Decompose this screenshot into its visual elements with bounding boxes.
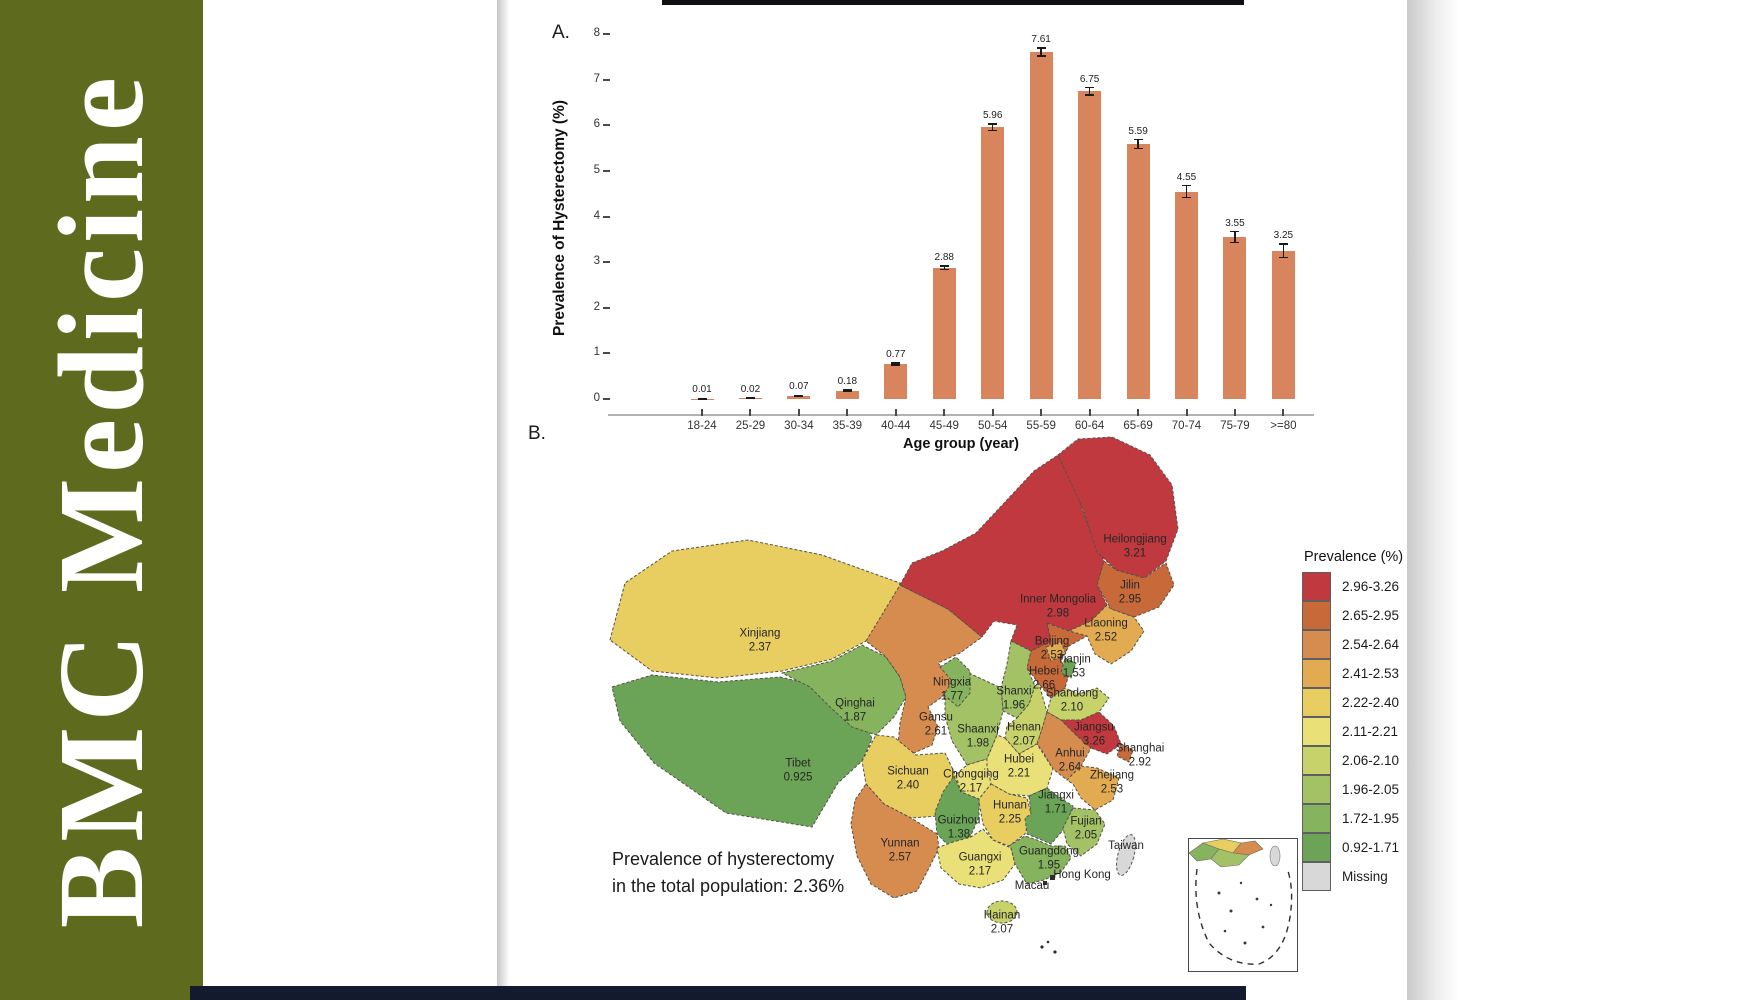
- province-name-label: Fujian: [1070, 815, 1102, 828]
- x-tick-label: 35-39: [832, 420, 863, 432]
- bar-value-label: 0.18: [837, 375, 858, 387]
- x-tick-label: 50-54: [977, 420, 1008, 432]
- y-tick-label: 3: [593, 255, 600, 268]
- bar: [933, 268, 956, 399]
- y-tick-label: 2: [593, 300, 600, 313]
- legend-swatch: [1302, 746, 1331, 775]
- province-label: [1090, 769, 1134, 796]
- province-label: [1053, 869, 1111, 883]
- small-island-dot: [1053, 950, 1056, 953]
- x-tick-label: 45-49: [929, 420, 959, 432]
- error-bar-cap: [1037, 55, 1046, 57]
- province-label: [887, 765, 929, 792]
- bar-value-label: 5.96: [982, 110, 1003, 122]
- x-tick-mark: [798, 409, 800, 416]
- x-tick-label: 30-34: [784, 420, 814, 432]
- legend-row: [1302, 572, 1403, 601]
- province-name-label: Inner Mongolia: [1019, 593, 1097, 606]
- bar-value-label: 5.59: [1128, 125, 1148, 137]
- province-value-label: 1.38: [947, 828, 971, 840]
- legend-rows: [1302, 572, 1403, 891]
- province-value-label: 2.98: [1046, 607, 1070, 619]
- error-bar-cap: [1037, 47, 1046, 49]
- province-label: [1116, 742, 1165, 769]
- province-value-label: 2.92: [1128, 756, 1152, 768]
- y-tick-label: 7: [593, 72, 600, 85]
- y-tick-label: 1: [593, 346, 600, 359]
- x-tick-label: 70-74: [1171, 420, 1202, 432]
- page-left-edge-shadow: [497, 0, 512, 1000]
- legend-row: [1302, 862, 1403, 891]
- province-value-label: 2.17: [968, 865, 992, 877]
- province-label: [993, 799, 1027, 826]
- total-prevalence-note: [612, 846, 844, 900]
- province-name-label: Macau: [1014, 880, 1050, 893]
- province-name-label: Taiwan: [1108, 840, 1144, 853]
- province-value-label: 0.925: [783, 771, 813, 783]
- bar: [1078, 91, 1101, 399]
- province-value-label: 2.07: [990, 923, 1014, 935]
- x-tick-mark: [1137, 409, 1139, 416]
- province-value-label: 3.26: [1082, 735, 1106, 747]
- x-tick-label: 60-64: [1074, 420, 1105, 432]
- legend-label: 1.96-2.05: [1342, 782, 1400, 797]
- figure-bottom-rule: [190, 986, 1246, 1000]
- legend-row: [1302, 630, 1403, 659]
- province-label: [919, 711, 953, 738]
- province-label: [740, 627, 781, 654]
- bar-value-label: 7.61: [1031, 33, 1051, 45]
- bar: [1030, 52, 1053, 399]
- legend-row: [1302, 717, 1403, 746]
- error-bar-cap: [891, 364, 900, 366]
- x-tick-mark: [749, 409, 751, 416]
- province-name-label: Shandong: [1045, 687, 1099, 700]
- legend-label: 2.11-2.21: [1342, 724, 1399, 739]
- province-value-label: 2.25: [998, 813, 1022, 825]
- inset-islands: [1218, 882, 1273, 945]
- x-tick-mark: [1234, 409, 1236, 416]
- y-tick-label: 8: [593, 27, 600, 40]
- x-tick-label: 55-59: [1026, 420, 1056, 432]
- legend-swatch: [1302, 630, 1331, 659]
- x-tick-label: 18-24: [687, 420, 717, 432]
- bar-value-label: 4.55: [1176, 171, 1197, 183]
- province-value-label: 2.53: [1100, 783, 1124, 795]
- province-name-label: Qinghai: [835, 697, 875, 710]
- province-value-label: 2.07: [1012, 735, 1036, 747]
- legend-row: [1302, 688, 1403, 717]
- legend-swatch: [1302, 833, 1331, 862]
- province-name-label: Chongqing: [943, 768, 999, 781]
- province-name-label: Ningxia: [932, 676, 972, 689]
- legend-row: [1302, 659, 1403, 688]
- error-bar-cap: [698, 398, 707, 400]
- legend-swatch: [1302, 688, 1331, 717]
- province-label: [1004, 753, 1034, 780]
- x-tick-label: >=80: [1270, 420, 1297, 432]
- legend-label: 2.22-2.40: [1342, 695, 1400, 710]
- x-axis-line: [608, 414, 1314, 416]
- province-name-label: Henan: [1007, 721, 1041, 734]
- legend-row: [1302, 746, 1403, 775]
- province-label: [1007, 721, 1041, 748]
- province-label: [959, 851, 1002, 878]
- province-label: [1103, 533, 1166, 560]
- error-bar-cap: [1134, 139, 1143, 141]
- bar: [1272, 251, 1295, 399]
- legend-swatch: [1302, 804, 1331, 833]
- journal-title: BMC Medicine: [33, 71, 169, 929]
- province-name-label: Anhui: [1055, 747, 1085, 760]
- y-tick-label: 6: [593, 118, 600, 131]
- province-value-label: 2.40: [896, 779, 920, 791]
- bar-value-label: 0.77: [886, 348, 906, 360]
- province-name-label: Shanghai: [1115, 742, 1165, 755]
- inset-nine-dash-line: [1196, 869, 1292, 964]
- province-value-label: 2.64: [1058, 761, 1082, 773]
- legend-label: 2.06-2.10: [1342, 753, 1400, 768]
- province-label: [957, 723, 999, 750]
- inset-svg: [1189, 839, 1297, 971]
- province-label: [835, 697, 875, 724]
- bar-value-label: 3.25: [1273, 229, 1294, 241]
- y-tick-label: 0: [593, 392, 600, 404]
- province-label: [938, 814, 981, 841]
- legend-label: 2.54-2.64: [1342, 637, 1400, 652]
- province-label: [943, 768, 999, 795]
- province-label: [996, 685, 1031, 712]
- x-tick-label: 40-44: [881, 420, 911, 432]
- province-name-label: Hong Kong: [1053, 869, 1111, 882]
- legend-swatch: [1302, 659, 1331, 688]
- province-name-label: Sichuan: [887, 765, 929, 778]
- legend-title: Prevalence (%): [1304, 549, 1404, 565]
- bar-value-label: 3.55: [1225, 217, 1245, 229]
- province-name-label: Jilin: [1120, 579, 1140, 592]
- note-line-2: in the total population: 2.36%: [612, 876, 845, 896]
- province-value-label: 1.87: [843, 711, 867, 723]
- legend-row: [1302, 775, 1403, 804]
- note-line-1: Prevalence of hysterectomy: [612, 849, 835, 869]
- province-name-label: Tibet: [785, 757, 811, 770]
- bar: [1127, 144, 1150, 399]
- bar-value-label: 6.75: [1079, 73, 1100, 85]
- bar-value-label: 0.07: [789, 381, 809, 393]
- x-tick-mark: [701, 409, 703, 416]
- legend-swatch: [1302, 717, 1331, 746]
- province-value-label: 2.57: [888, 851, 912, 863]
- small-island-dot: [1040, 945, 1043, 948]
- x-tick-mark: [1040, 409, 1042, 416]
- error-bar-cap: [1134, 148, 1143, 150]
- province-value-label: 2.52: [1094, 631, 1118, 643]
- journal-banner: [0, 0, 203, 1000]
- province-label: [1055, 747, 1084, 774]
- province-label: [1074, 721, 1114, 748]
- bar-value-label: 0.02: [740, 383, 761, 395]
- error-bar-cap: [746, 398, 755, 400]
- error-bar-cap: [940, 269, 949, 271]
- panel-a-label: A.: [552, 22, 570, 43]
- legend-row: [1302, 804, 1403, 833]
- province-value-label: 1.96: [1002, 699, 1026, 711]
- map-legend: [1302, 549, 1403, 891]
- province-value-label: 2.95: [1118, 593, 1142, 605]
- small-island-dot: [1047, 941, 1050, 944]
- province-name-label: Beijing: [1034, 635, 1070, 648]
- province-value-label: 1.53: [1062, 667, 1086, 679]
- province-label: [1108, 840, 1144, 854]
- province-name-label: Hainan: [983, 909, 1021, 922]
- province-name-label: Gansu: [919, 711, 953, 724]
- province-name-label: Guangxi: [958, 851, 1002, 864]
- x-axis-title: Age group (year): [902, 436, 1019, 452]
- province-label: [784, 757, 813, 784]
- province-name-label: Tianjin: [1057, 653, 1091, 666]
- x-tick-label: 75-79: [1220, 420, 1250, 432]
- province-name-label: Hebei: [1028, 665, 1060, 678]
- province-value-label: 1.98: [966, 737, 990, 749]
- x-tick-mark: [846, 409, 848, 416]
- error-bar-cap: [1182, 197, 1191, 199]
- x-tick-mark: [1282, 409, 1284, 416]
- bar: [1175, 192, 1198, 399]
- legend-swatch: [1302, 601, 1331, 630]
- province-name-label: Yunnan: [880, 837, 920, 850]
- page-right-edge-shadow: [1407, 0, 1459, 1000]
- province-value-label: 3.21: [1123, 547, 1147, 559]
- figure-top-rule: [662, 0, 1244, 5]
- province-name-label: Xinjiang: [739, 627, 781, 640]
- error-bar-cap: [1085, 94, 1094, 96]
- province-value-label: 2.53: [1040, 649, 1064, 661]
- x-tick-mark: [895, 409, 897, 416]
- legend-label: 0.92-1.71: [1342, 840, 1400, 855]
- province-name-label: Guangdong: [1018, 845, 1080, 858]
- legend-label: 2.96-3.26: [1342, 579, 1400, 594]
- legend-label: Missing: [1342, 869, 1388, 884]
- legend-label: 1.72-1.95: [1342, 811, 1400, 826]
- error-bar-cap: [1182, 185, 1191, 187]
- bar-value-label: 0.01: [692, 384, 712, 396]
- error-bar-cap: [988, 123, 997, 125]
- province-value-label: 2.61: [924, 725, 948, 737]
- province-value-label: 2.10: [1060, 701, 1084, 713]
- legend-swatch: [1302, 572, 1331, 601]
- legend-row: [1302, 833, 1403, 862]
- x-tick-mark: [1186, 409, 1188, 416]
- province-name-label: Zhejiang: [1089, 769, 1135, 782]
- bar-plot-area: [608, 20, 1314, 399]
- legend-swatch: [1302, 862, 1331, 891]
- province-label: [1015, 880, 1050, 894]
- bar: [1223, 237, 1246, 399]
- panel-b-label: B.: [528, 423, 546, 444]
- legend-label: 2.41-2.53: [1342, 666, 1400, 681]
- province-value-label: 2.21: [1007, 767, 1031, 779]
- province-label: [1084, 617, 1127, 644]
- province-name-label: Jiangxi: [1038, 789, 1074, 802]
- inset-taiwan: [1270, 846, 1280, 866]
- province-name-label: Hunan: [993, 799, 1027, 812]
- error-bar-cap: [988, 130, 997, 132]
- y-axis-title: Prevalence of Hysterectomy (%): [551, 99, 568, 337]
- legend-label: 2.65-2.95: [1342, 608, 1400, 623]
- y-tick-label: 5: [593, 164, 600, 176]
- error-bar-cap: [1279, 257, 1288, 259]
- province-value-label: 2.66: [1032, 679, 1056, 691]
- province-label: [1119, 579, 1141, 606]
- error-bar: [1186, 186, 1188, 198]
- legend-swatch: [1302, 775, 1331, 804]
- province-name-label: Shanxi: [996, 685, 1032, 698]
- province-name-label: Guizhou: [937, 814, 981, 827]
- y-tick-label: 4: [593, 209, 600, 222]
- error-bar-cap: [940, 265, 949, 267]
- province-name-label: Liaoning: [1084, 617, 1128, 630]
- province-label: [933, 676, 971, 703]
- bar-value-label: 2.88: [934, 251, 954, 263]
- province-name-label: Hubei: [1003, 753, 1035, 766]
- province-value-label: 2.17: [959, 782, 983, 794]
- error-bar-cap: [1279, 243, 1288, 245]
- province-value-label: 2.37: [748, 641, 772, 653]
- province-value-label: 1.71: [1044, 803, 1068, 815]
- x-tick-label: 25-29: [735, 420, 766, 432]
- error-bar: [1283, 244, 1285, 258]
- error-bar-cap: [1085, 87, 1094, 89]
- x-tick-mark: [943, 409, 945, 416]
- province-value-label: 1.95: [1037, 859, 1061, 871]
- province-label: [1057, 653, 1090, 680]
- bar: [884, 364, 907, 399]
- error-bar-cap: [1230, 242, 1239, 244]
- province-label: [1046, 687, 1098, 714]
- province-label: [984, 909, 1020, 936]
- province-label: [1038, 789, 1074, 816]
- bar: [981, 127, 1004, 399]
- province-value-label: 1.77: [940, 690, 964, 702]
- error-bar-cap: [794, 396, 803, 398]
- south-china-sea-inset: [1188, 838, 1298, 972]
- x-tick-mark: [1089, 409, 1091, 416]
- x-tick-mark: [992, 409, 994, 416]
- province-label: [880, 837, 919, 864]
- error-bar-cap: [843, 391, 852, 393]
- legend-row: [1302, 601, 1403, 630]
- province-label: [1070, 815, 1101, 842]
- province-name-label: Jiangsu: [1074, 721, 1114, 734]
- x-tick-label: 65-69: [1123, 420, 1153, 432]
- province-name-label: Shaanxi: [957, 723, 999, 736]
- province-value-label: 2.05: [1074, 829, 1098, 841]
- province-name-label: Heilongjiang: [1103, 533, 1167, 546]
- error-bar-cap: [1230, 231, 1239, 233]
